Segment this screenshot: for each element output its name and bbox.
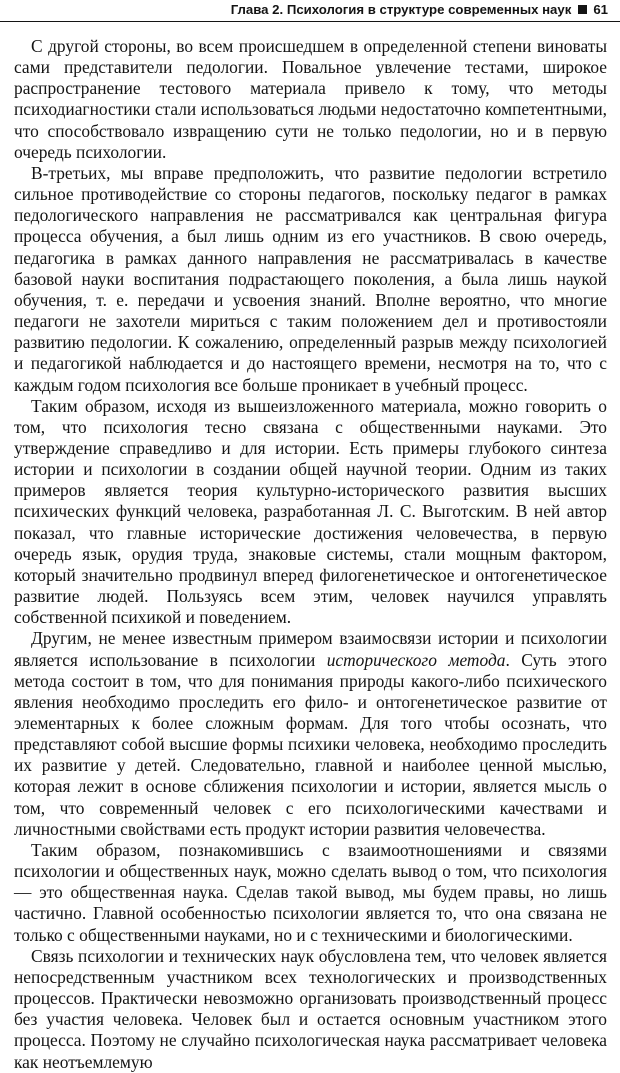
paragraph-3: Таким образом, исходя из вышеизложенного материала, можно говорить о том, что психология тесно связана с общественными науками. Это утверждение справедливо и для истории. Есть примеры глубокого синтеза истории и психологии в создании общей научной теории. Одним из таких примеров является теория культурно-исторического развития высших психических функций человека, разработанная Л. С. Выготским. В ней автор показал, что главные исторические достижения человечества, в первую очередь язык, орудия труда, знаковые системы, стали мощным фактором, который значительно продвинул вперед филогенетическое и онтогенетическое развитие людей. Пользуясь всем этим, человек научился управлять собственной психикой и поведением. [14,395,607,628]
paragraph-5: Таким образом, познакомившись с взаимоотношениями и связями психологии и общественных наук, можно сделать вывод о том, что психология — это общественная наука. Сделав такой вывод, мы будем правы, но лишь частично. Главной особенностью психологии является то, что она связана не только с общественными науками, но и с техническими и биологическими. [14,839,607,945]
paragraph-4-lead: Другим, не менее известным примером взаимосвязи истории и психологии является использование в психологии [14,628,607,670]
header-text-group [231,1,608,18]
paragraph-6: Связь психологии и технических наук обусловлена тем, что человек является непосредственным участником всех технологических и производственных процессов. Практически невозможно организовать производственный процесс без участия человека. Человек был и остается основным участником этого процесса. Поэтому не случайно психологическая наука рассматривает человека как неотъемлемую [14,945,607,1072]
running-title: Глава 2. Психология в структуре современных наук [230,2,572,17]
paragraph-1: С другой стороны, во всем происшедшем в определенной степени виноваты сами представители педологии. Повальное увлечение тестами, широкое распространение тестового материала привело к тому, что методы психодиагностики стали использоваться людьми недостаточно компетентными, что способствовало извращению сути не только педологии, но и в первую очередь психологии. [14,36,607,162]
page-body [14,36,607,1073]
page-number: 61 [593,2,608,17]
paragraph-4-rest: . Суть этого метода состоит в том, что для понимания природы какого-либо психического явления необходимо проследить его фило- и онтогенетическое развитие от элементарных к более сложным формам. Для того чтобы осознать, что представляют собой высшие формы психики человека, необходимо проследить их развитие у детей. Следовательно, главной и наиболее ценной мыслью, которая лежит в основе сближения психологии и истории, является мысль о том, что современный человек с его психологическими качествами и личностными свойствами есть продукт истории развития человечества. [14,649,607,839]
square-bullet-icon [578,5,587,14]
paragraph-2: В-третьих, мы вправе предположить, что развитие педологии встретило сильное противодействие со стороны педагогов, поскольку педагог в рамках педологического направления не рассматривался как центральная фигура процесса обучения, а был лишь одним из его участников. В свою очередь, педагогика в рамках данного направления не рассматривалась в качестве базовой науки воспитания подрастающего поколения, а была лишь наукой обучения, т. е. передачи и усвоения знаний. Вполне вероятно, что многие педагоги не захотели мириться с таким положением дел и противостояли развитию педологии. К сожалению, определенный разрыв между психологией и педагогикой наблюдается и до настоящего времени, несмотря на то, что с каждым годом психология все больше проникает в учебный процесс. [14,162,607,395]
paragraph-4 [14,628,607,840]
header-rule [0,21,620,22]
emphasis-historical-method: исторического метода [326,649,506,670]
running-header [0,0,620,22]
